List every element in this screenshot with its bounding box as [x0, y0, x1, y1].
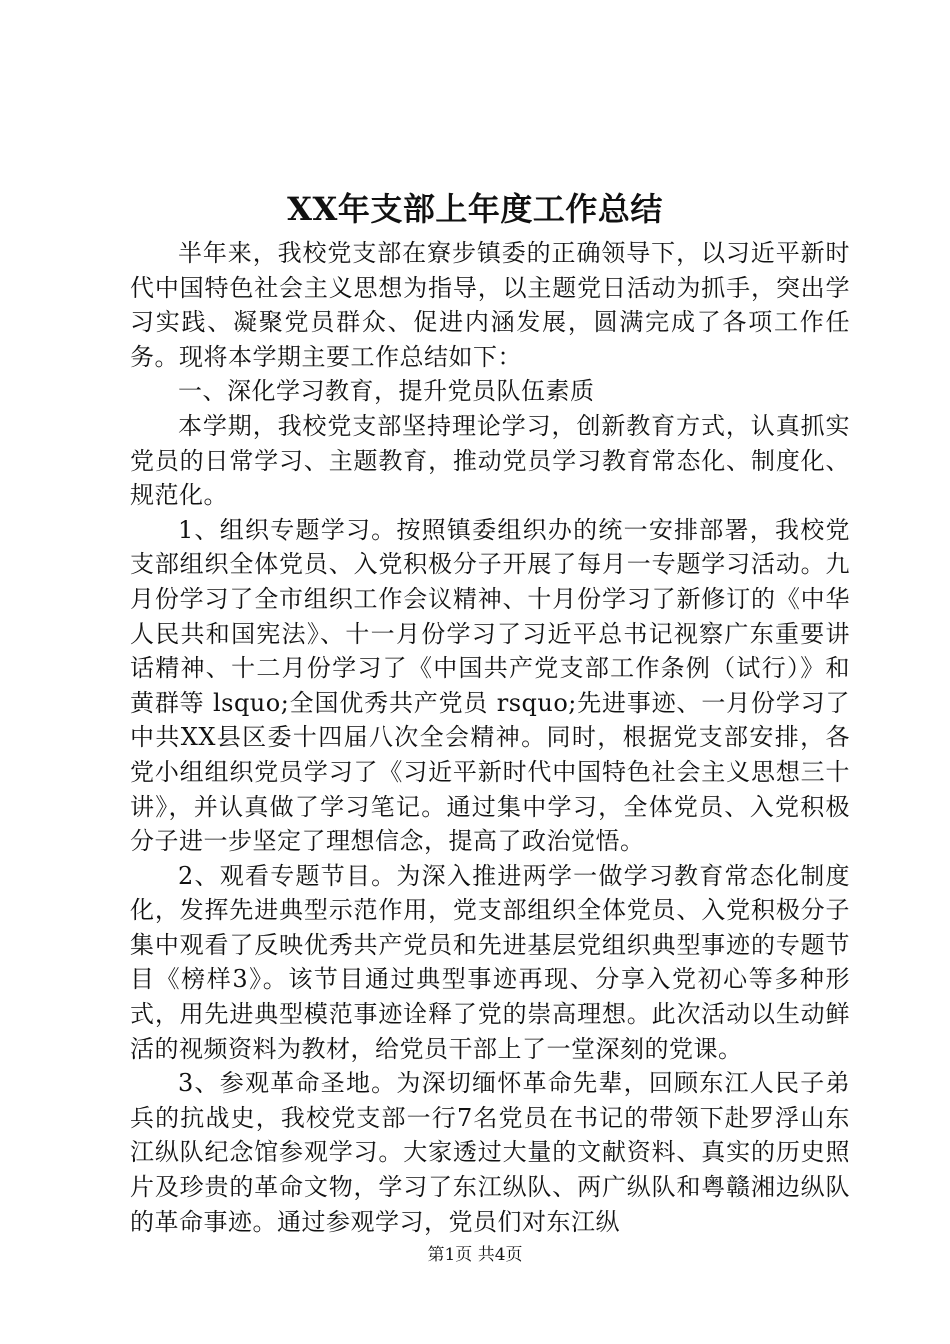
document-title: XX年支部上年度工作总结	[287, 190, 663, 228]
document-body	[130, 236, 850, 1239]
paragraph-item-2: 2、观看专题节目。为深入推进两学一做学习教育常态化制度化，发挥先进典型示范作用，党支部组织全体党员、入党积极分子集中观看了反映优秀共产党员和先进基层党组织典型事迹的专题节目《榜样3》。该节目通过典型事迹再现、分享入党初心等多种形式，用先进典型模范事迹诠释了党的崇高理想。此次活动以生动鲜活的视频资料为教材，给党员干部上了一堂深刻的党课。	[130, 861, 850, 1063]
page-number-footer: 第1页 共4页	[427, 1245, 523, 1265]
paragraph-section-1-intro: 本学期，我校党支部坚持理论学习，创新教育方式，认真抓实党员的日常学习、主题教育，推动党员学习教育常态化、制度化、规范化。	[130, 411, 850, 510]
section-heading-1: 一、深化学习教育，提升党员队伍素质	[178, 377, 595, 406]
paragraph-intro: 半年来，我校党支部在寮步镇委的正确领导下，以习近平新时代中国特色社会主义思想为指导，以主题党日活动为抓手，突出学习实践、凝聚党员群众、促进内涵发展，圆满完成了各项工作任务。现将本学期主要工作总结如下：	[130, 239, 850, 371]
paragraph-item-3: 3、参观革命圣地。为深切缅怀革命先辈，回顾东江人民子弟兵的抗战史，我校党支部一行7名党员在书记的带领下赴罗浮山东江纵队纪念馆参观学习。大家透过大量的文献资料、真实的历史照片及珍贵的革命文物，学习了东江纵队、两广纵队和粤赣湘边纵队的革命事迹。通过参观学习，党员们对东江纵	[130, 1069, 850, 1236]
paragraph-item-1: 1、组织专题学习。按照镇委组织办的统一安排部署，我校党支部组织全体党员、入党积极分子开展了每月一专题学习活动。九月份学习了全市组织工作会议精神、十月份学习了新修订的《中华人民共和国宪法》、十一月份学习了习近平总书记视察广东重要讲话精神、十二月份学习了《中国共产党支部工作条例（试行）》和黄群等 lsquo;全国优秀共产党员 rsquo;先进事迹、一月份学习了中共XX县区委十四届八次全会精神。同时，根据党支部安排，各党小组组织党员学习了《习近平新时代中国特色社会主义思想三十讲》，并认真做了学习笔记。通过集中学习，全体党员、入党积极分子进一步坚定了理想信念，提高了政治觉悟。	[130, 515, 850, 856]
